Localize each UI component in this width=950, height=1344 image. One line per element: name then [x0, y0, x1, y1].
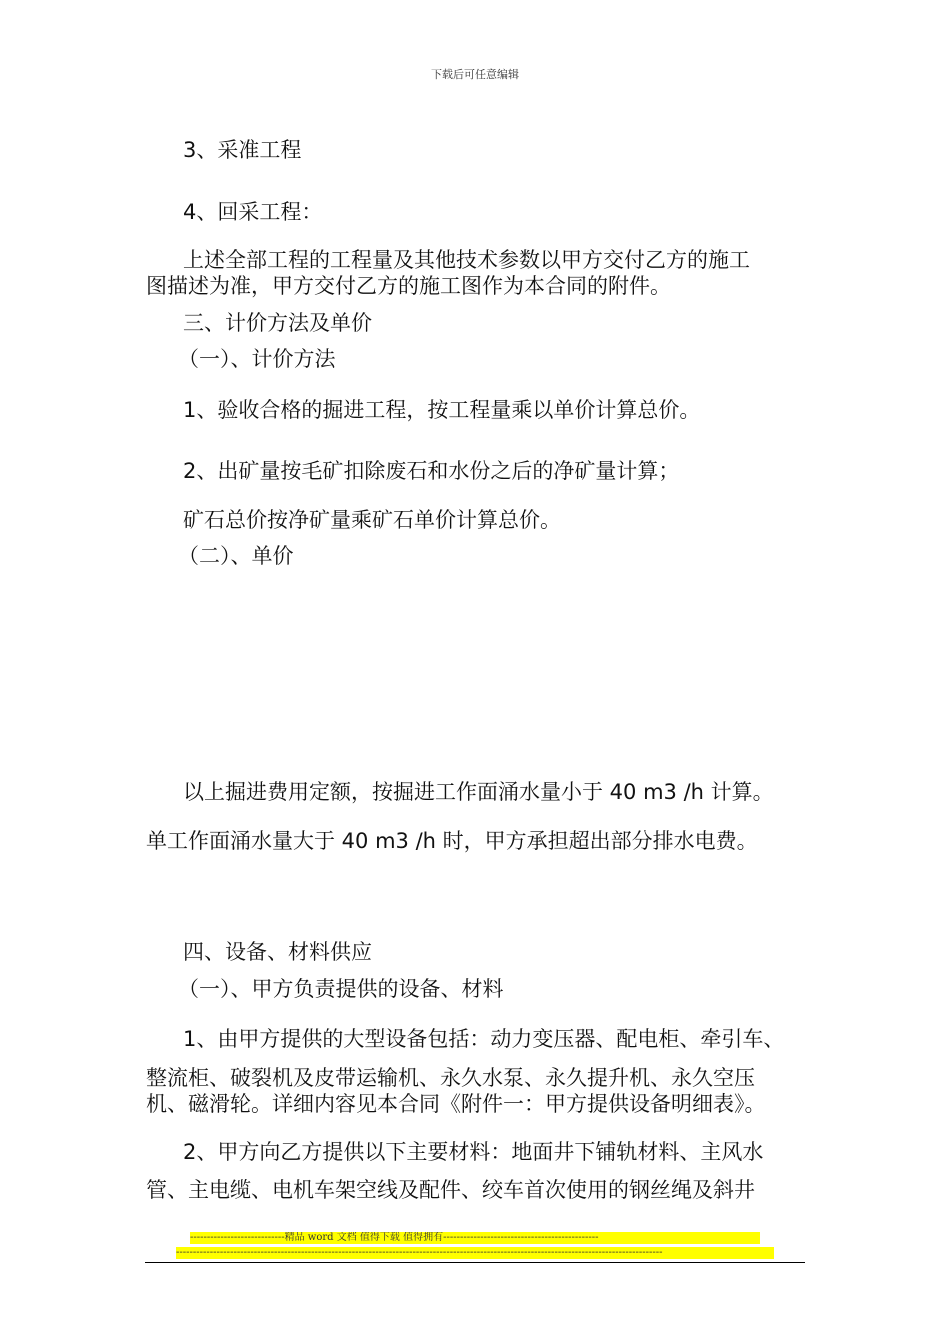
paragraph-line: 图描述为准，甲方交付乙方的施工图作为本合同的附件。 [146, 274, 671, 298]
section-heading-pricing: 三、计价方法及单价 [183, 311, 372, 335]
paragraph-line: 以上掘进费用定额，按掘进工作面涌水量小于 40 m3 /h 计算。 [183, 780, 774, 804]
footer-rule [145, 1262, 805, 1263]
paragraph-line: 2、甲方向乙方提供以下主要材料：地面井下铺轨材料、主风水 [183, 1140, 764, 1164]
page-header: 下载后可任意编辑 [431, 68, 519, 81]
paragraph-line: 矿石总价按净矿量乘矿石单价计算总价。 [183, 508, 561, 532]
item-caizhun: 3、采准工程 [183, 138, 302, 162]
paragraph-line: 整流柜、破裂机及皮带运输机、永久水泵、永久提升机、永久空压 [146, 1066, 755, 1090]
paragraph-line: 1、由甲方提供的大型设备包括：动力变压器、配电柜、牵引车、 [183, 1027, 785, 1051]
footer-banner: ----------------------------精品 word 文档 值得下载 值得拥有---------------------------------------------- [190, 1232, 760, 1244]
subsection-heading-unit-price: （二）、单价 [178, 544, 294, 568]
footer-dashes: ------------------------------------------------------------------------------------------------------------------------------------------------ [176, 1247, 774, 1259]
paragraph-line: 上述全部工程的工程量及其他技术参数以甲方交付乙方的施工 [183, 248, 750, 272]
paragraph-line: 单工作面涌水量大于 40 m3 /h 时，甲方承担超出部分排水电费。 [146, 829, 758, 853]
section-heading-equipment: 四、设备、材料供应 [183, 940, 372, 964]
subsection-heading-party-a: （一）、甲方负责提供的设备、材料 [178, 977, 504, 1001]
paragraph-line: 1、验收合格的掘进工程，按工程量乘以单价计算总价。 [183, 398, 701, 422]
subsection-heading-method: （一）、计价方法 [178, 347, 336, 371]
paragraph-line: 管、主电缆、电机车架空线及配件、绞车首次使用的钢丝绳及斜井 [146, 1178, 755, 1202]
paragraph-line: 2、出矿量按毛矿扣除废石和水份之后的净矿量计算； [183, 459, 680, 483]
paragraph-line: 机、磁滑轮。详细内容见本合同《附件一：甲方提供设备明细表》。 [146, 1092, 766, 1116]
item-huicai: 4、回采工程： [183, 200, 323, 224]
